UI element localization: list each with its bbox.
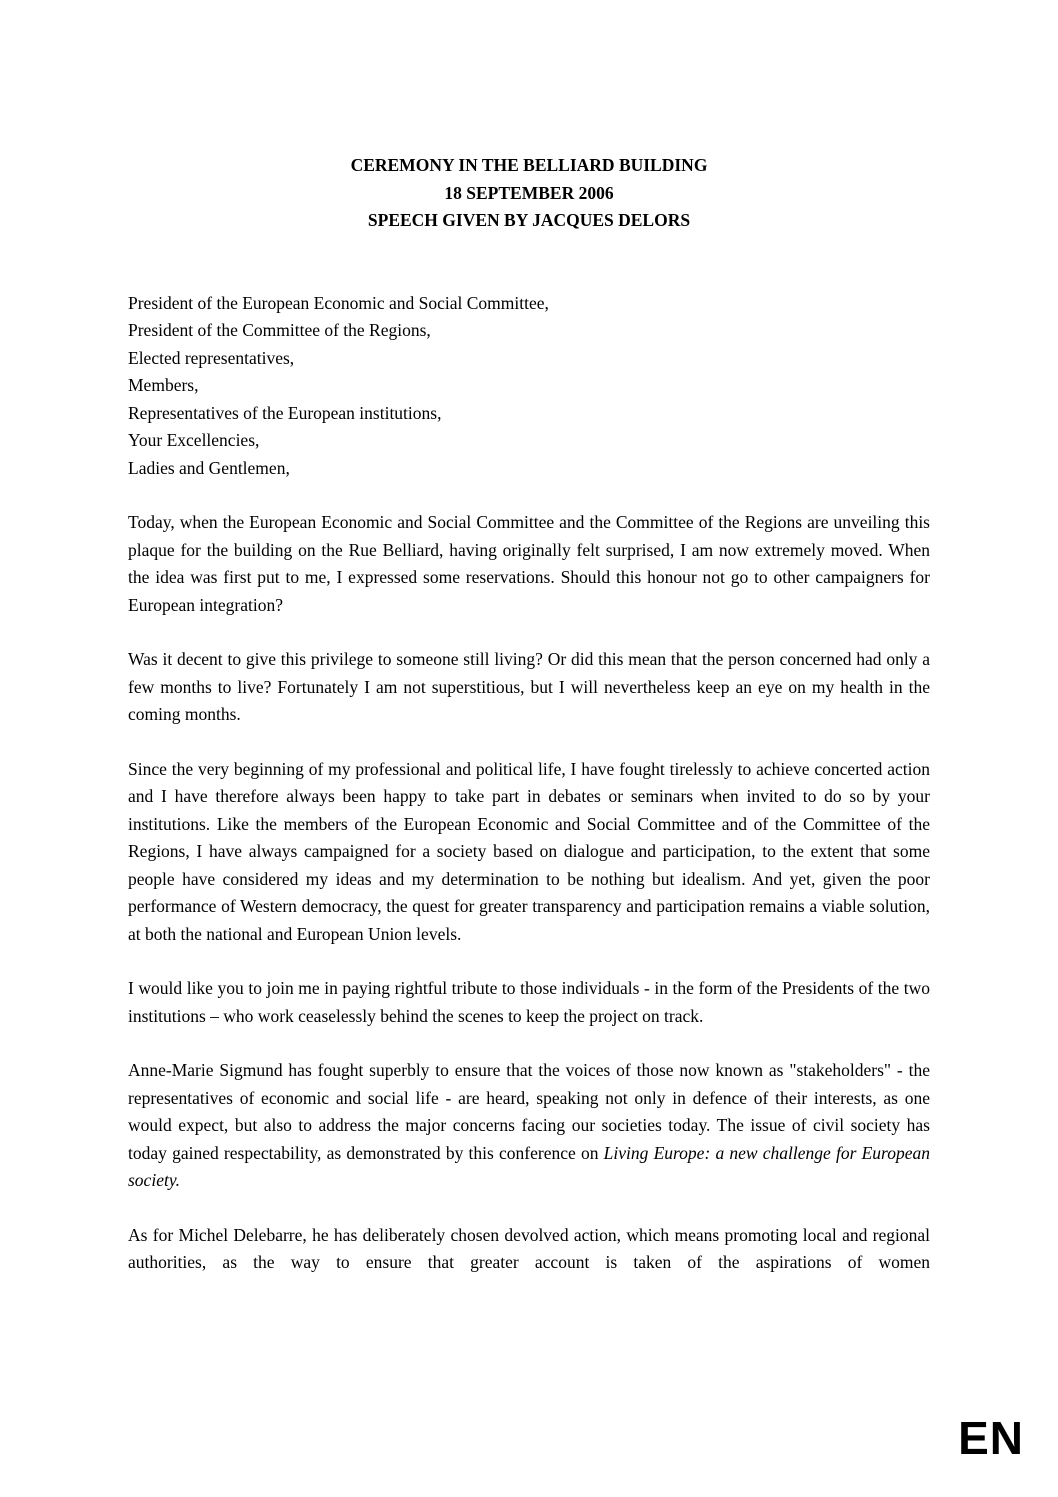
- paragraph: [128, 1057, 930, 1195]
- salutation-line: Ladies and Gentlemen,: [128, 457, 290, 478]
- paragraph: [128, 509, 930, 619]
- paragraph-italic-text: Living Europe: a new challenge for European society.: [128, 1142, 930, 1190]
- title-line-2: 18 SEPTEMBER 2006: [444, 182, 614, 203]
- salutation-line: President of the Committee of the Regions,: [128, 320, 431, 340]
- paragraph-text: Anne-Marie Sigmund has fought superbly to ensure that the voices of those now known as "stakeholders" - the representatives of economic and social life - are heard, speaking not only in defence of their interests, as one would expect, but also to address the major concerns facing our societies today. The issue of civil society has today gained respectability, as demonstrated by this conference on: [128, 1060, 930, 1163]
- salutation-line: President of the European Economic and Social Committee,: [128, 292, 549, 313]
- paragraph-text: Today, when the European Economic and Social Committee and the Committee of the Regions are unveiling this plaque for the building on the Rue Belliard, having originally felt surprised, I am now extremely moved. When the idea was first put to me, I expressed some reservations. Should this honour not go to other campaigners for European integration?: [128, 512, 930, 615]
- salutation-line: Members,: [128, 375, 199, 395]
- document-title: [128, 152, 930, 235]
- title-line-1: CEREMONY IN THE BELLIARD BUILDING: [350, 155, 708, 175]
- salutation-block: [128, 290, 930, 483]
- paragraph-text: Since the very beginning of my professional and political life, I have fought tirelessly to achieve concerted action and I have therefore always been happy to take part in debates or seminars when invited to do so by your institutions. Like the members of the European Economic and Social Committee and of the Committee of the Regions, I have always campaigned for a society based on dialogue and participation, to the extent that some people have considered my ideas and my determination to be nothing but idealism. And yet, given the poor performance of Western democracy, the quest for greater transparency and participation remains a viable solution, at both the national and European Union levels.: [128, 758, 930, 944]
- paragraph-text: As for Michel Delebarre, he has deliberately chosen devolved action, which means promoting local and regional authorities, as the way to ensure that greater account is taken of the aspirations of women: [128, 1224, 930, 1272]
- speech-body: [128, 509, 930, 1277]
- paragraph: [128, 1222, 930, 1277]
- salutation-line: Elected representatives,: [128, 347, 295, 368]
- salutation-line: Representatives of the European institutions,: [128, 402, 442, 423]
- paragraph: [128, 756, 930, 949]
- paragraph-text: I would like you to join me in paying rightful tribute to those individuals - in the form of the Presidents of the two institutions – who work ceaselessly behind the scenes to keep the project on track.: [128, 978, 930, 1026]
- language-code-label: EN: [958, 1412, 1024, 1464]
- salutation-line: Your Excellencies,: [128, 430, 260, 450]
- title-line-3: SPEECH GIVEN BY JACQUES DELORS: [367, 210, 691, 230]
- paragraph: [128, 975, 930, 1030]
- paragraph-text: Was it decent to give this privilege to someone still living? Or did this mean that the person concerned had only a few months to live? Fortunately I am not superstitious, but I will nevertheless keep an eye on my health in the coming months.: [128, 649, 930, 724]
- paragraph: [128, 646, 930, 729]
